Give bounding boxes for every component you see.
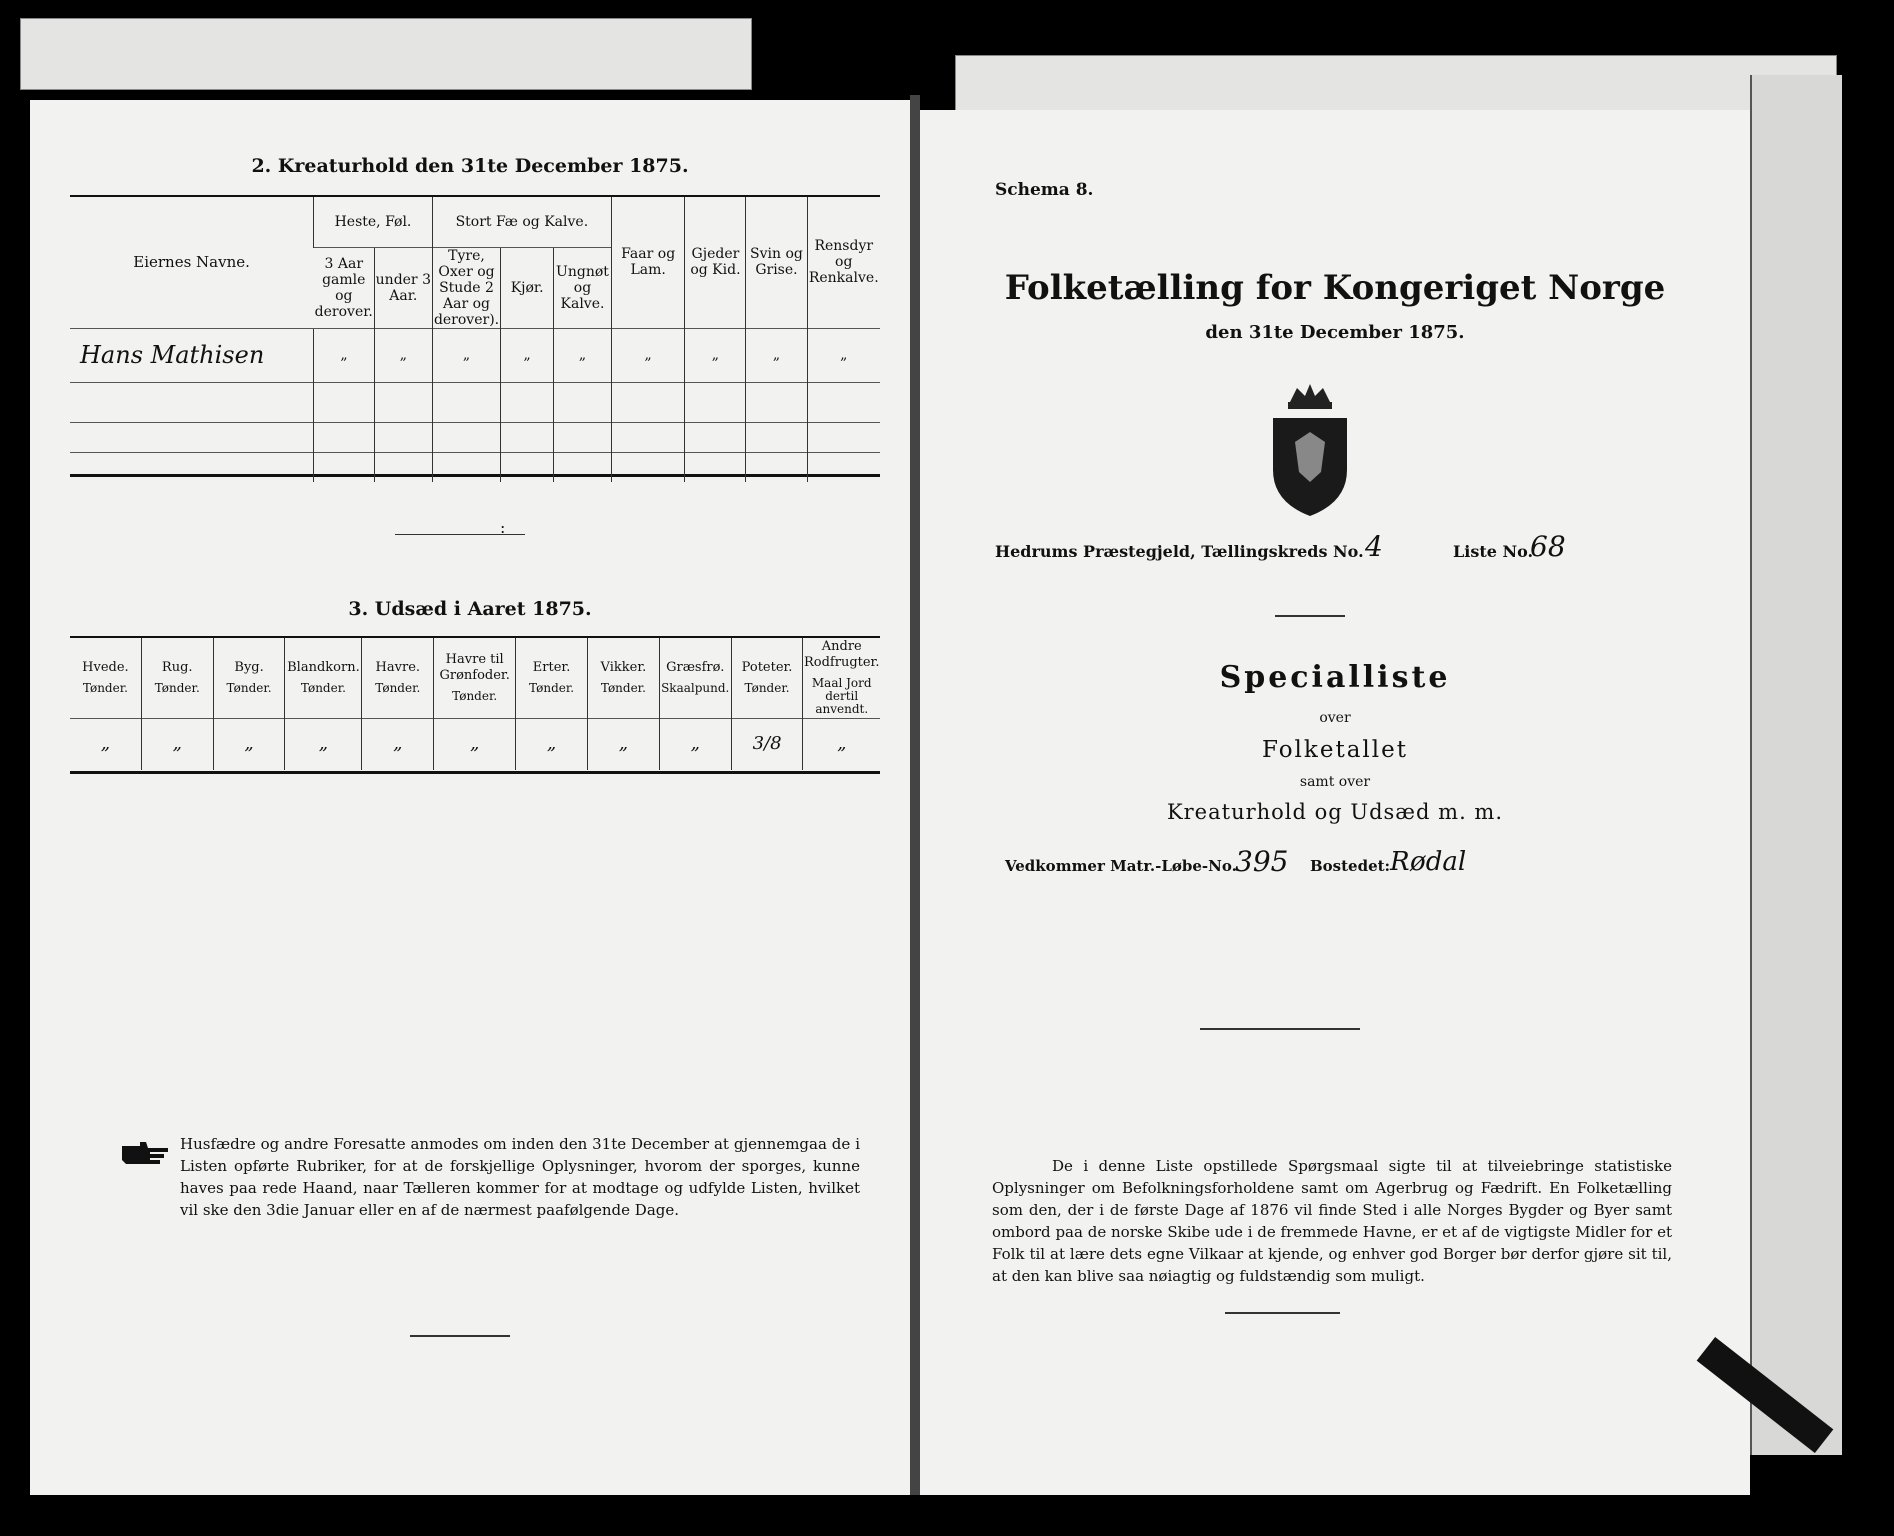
divider-middle xyxy=(1200,1028,1360,1030)
binding-gutter xyxy=(910,95,920,1495)
seed-value: „ xyxy=(587,718,659,770)
seed-column-name: Græsfrø. xyxy=(666,660,725,676)
district-number: 4 xyxy=(1365,530,1383,563)
seed-value: „ xyxy=(659,718,731,770)
seed-header-cell xyxy=(434,638,516,718)
seed-header-cell xyxy=(587,638,659,718)
header-young-cattle: Ungnøt og Kalve. xyxy=(554,247,612,328)
seed-header-cell xyxy=(141,638,213,718)
left-page xyxy=(30,100,910,1495)
seed-value: „ xyxy=(516,718,588,770)
left-page-stack-edge xyxy=(20,18,752,90)
owner-name: Hans Mathisen xyxy=(70,328,314,382)
list-label: Liste No. xyxy=(1453,542,1534,561)
seed-column-unit: Tønder. xyxy=(375,681,421,696)
coat-of-arms-emblem xyxy=(1255,380,1365,524)
seed-header-cell xyxy=(362,638,434,718)
livestock-title: 2. Kreaturhold den 31te December 1875. xyxy=(251,155,689,177)
header-pigs: Svin og Grise. xyxy=(746,197,807,328)
seed-column-name: Poteter. xyxy=(741,660,793,676)
list-number: 68 xyxy=(1530,530,1566,563)
value-reindeer: „ xyxy=(807,328,880,382)
value-bulls: „ xyxy=(432,328,500,382)
value-cows: „ xyxy=(501,328,554,382)
seed-column-unit: Tønder. xyxy=(300,681,346,696)
seed-value: „ xyxy=(362,718,434,770)
seed-header-cell xyxy=(285,638,362,718)
seed-column-unit: Tønder. xyxy=(452,689,498,704)
seed-column-unit: Tønder. xyxy=(529,681,575,696)
table-row xyxy=(70,328,880,382)
seed-column-unit: Tønder. xyxy=(226,681,272,696)
value-horse-old: „ xyxy=(314,328,375,382)
over-text: over xyxy=(1319,710,1351,726)
seed-column-unit: Tønder. xyxy=(82,681,128,696)
right-page-stack-edge xyxy=(955,55,1837,117)
seed-value: „ xyxy=(70,718,141,770)
seed-column-name: Havre. xyxy=(375,660,421,676)
seed-table xyxy=(70,638,880,770)
seed-column-unit: Tønder. xyxy=(744,681,790,696)
value-goats: „ xyxy=(685,328,746,382)
stacked-sheets-edge xyxy=(1750,75,1842,1455)
seed-value: „ xyxy=(803,718,880,770)
bottom-rule xyxy=(410,1335,510,1337)
seed-column-name: Havre til Grønfoder. xyxy=(439,652,510,684)
header-cattle: Stort Fæ og Kalve. xyxy=(432,197,611,247)
pointing-hand-icon xyxy=(120,1140,170,1170)
separator-line xyxy=(395,534,525,535)
seed-value: „ xyxy=(141,718,213,770)
census-subtitle: den 31te December 1875. xyxy=(1205,322,1465,343)
seed-column-name: Blandkorn. xyxy=(287,660,360,676)
folketallet-heading: Folketallet xyxy=(1262,737,1408,763)
matr-number: 395 xyxy=(1235,845,1289,878)
table-row xyxy=(70,718,880,770)
header-bulls: Tyre, Oxer og Stude 2 Aar og derover). xyxy=(433,247,500,328)
special-list-title: Specialliste xyxy=(1219,660,1451,695)
value-young-cattle: „ xyxy=(554,328,612,382)
header-reindeer: Rensdyr og Renkalve. xyxy=(807,197,880,328)
seed-header-cell xyxy=(803,638,880,718)
header-cows: Kjør. xyxy=(501,247,554,328)
value-horse-young: „ xyxy=(374,328,432,382)
schema-label: Schema 8. xyxy=(995,180,1094,200)
seed-column-name: Rug. xyxy=(161,660,193,676)
seed-title: 3. Udsæd i Aaret 1875. xyxy=(348,598,592,620)
header-horse-old: 3 Aar gamle og derover. xyxy=(314,247,375,328)
seed-column-unit: Tønder. xyxy=(600,681,646,696)
divider-top xyxy=(1275,615,1345,617)
seed-header-cell xyxy=(516,638,588,718)
livestock-seed-heading: Kreaturhold og Udsæd m. m. xyxy=(1166,800,1504,824)
seed-column-name: Hvede. xyxy=(82,660,129,676)
parish-label: Hedrums Præstegjeld, Tællingskreds No. xyxy=(995,542,1364,561)
table-row xyxy=(70,452,880,482)
seed-value: „ xyxy=(285,718,362,770)
bosted-value: Rødal xyxy=(1390,847,1467,877)
seed-column-unit: Maal Jord dertil anvendt. xyxy=(811,676,872,717)
seed-value: „ xyxy=(213,718,285,770)
header-horse-young: under 3 Aar. xyxy=(374,247,432,328)
census-title: Folketælling for Kongeriget Norge xyxy=(1004,268,1666,308)
separator-mark: : xyxy=(500,518,506,537)
samt-over-text: samt over xyxy=(1299,774,1371,790)
header-goats: Gjeder og Kid. xyxy=(685,197,746,328)
header-sheep: Faar og Lam. xyxy=(611,197,684,328)
purpose-statement: De i denne Liste opstillede Spørgsmaal sigte til at tilveiebringe statistiske Oplysninger om Befolkningsforholdene samt om Agerbrug og Fædrift. En Folketælling som den, der i de første Dage af 1876 vil finde Sted i alle Norges Bygder og Byer samt ombord paa de norske Skibe ude i de fremmede Havne, er et af de vigtigste Midler for et Folk til at lære dets egne Vilkaar at kjende, og enhver god Borger bør derfor gjøre sit til, at den kan blive saa nøiagtig og fuldstændig som muligt. xyxy=(992,1157,1672,1285)
seed-header-cell xyxy=(659,638,731,718)
seed-header-cell xyxy=(731,638,803,718)
header-owner: Eiernes Navne. xyxy=(133,253,250,272)
instructions-note: Husfædre og andre Foresatte anmodes om inden den 31te December at gjennemgaa de i Listen opførte Rubriker, for at de forskjellige Oplysninger, hvorom der sporges, kunne haves paa rede Haand, naar Tælleren kommer for at modtage og udfylde Listen, hvilket vil ske den 3die Januar eller en af de nærmest paafølgende Dage. xyxy=(180,1135,860,1219)
seed-column-name: Andre Rodfrugter. xyxy=(803,639,880,671)
value-sheep: „ xyxy=(611,328,684,382)
seed-column-name: Byg. xyxy=(234,660,264,676)
divider-bottom xyxy=(1225,1312,1340,1314)
value-pigs: „ xyxy=(746,328,807,382)
seed-header-cell xyxy=(70,638,141,718)
seed-column-unit: Skaalpund. xyxy=(661,681,730,696)
seed-value: 3/8 xyxy=(731,718,803,770)
seed-table-bottom-rule xyxy=(70,771,880,774)
seed-header-cell xyxy=(213,638,285,718)
matr-label: Vedkommer Matr.-Løbe-No. xyxy=(1005,857,1237,875)
livestock-table xyxy=(70,197,880,482)
table-row xyxy=(70,382,880,422)
right-page xyxy=(920,110,1750,1495)
bosted-label: Bostedet: xyxy=(1310,857,1391,875)
table-row xyxy=(70,422,880,452)
seed-column-unit: Tønder. xyxy=(154,681,200,696)
header-horses: Heste, Føl. xyxy=(314,197,433,247)
seed-column-name: Vikker. xyxy=(600,660,647,676)
seed-value: „ xyxy=(434,718,516,770)
seed-column-name: Erter. xyxy=(532,660,571,676)
